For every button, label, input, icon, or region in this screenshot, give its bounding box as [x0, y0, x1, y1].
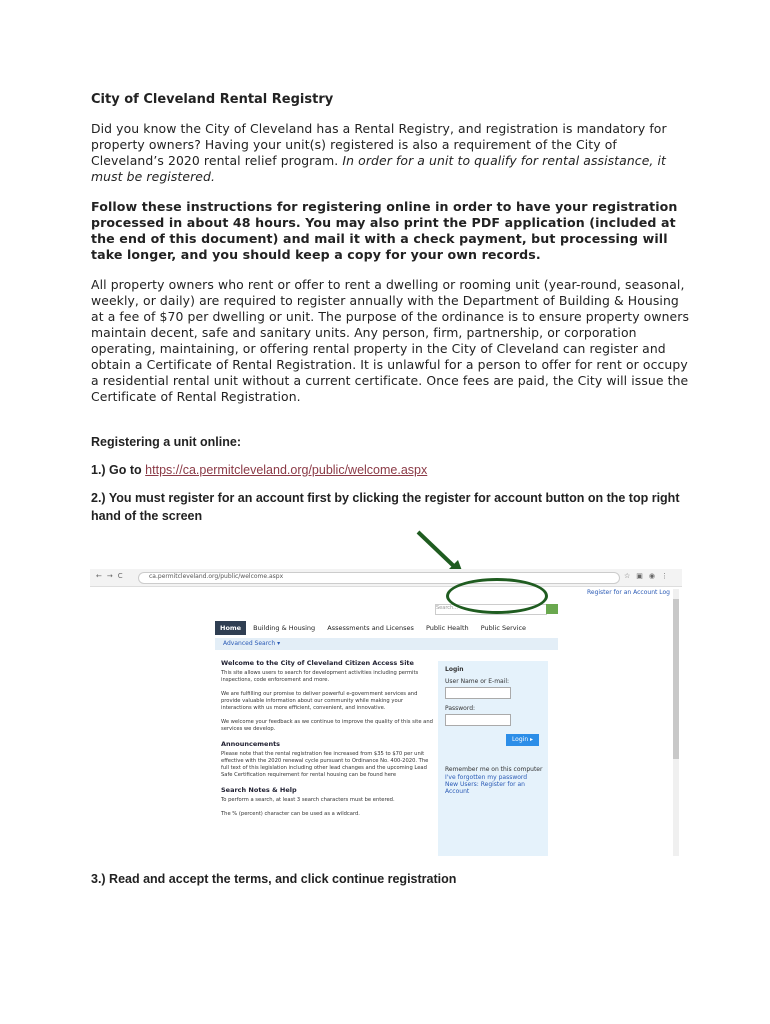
- url-text: ca.permitcleveland.org/public/welcome.aspx: [149, 573, 284, 580]
- browser-toolbar-icons: ☆▣◉⋮: [624, 572, 674, 580]
- nav-building-housing[interactable]: Building & Housing: [253, 624, 316, 632]
- search-notes-text: To perform a search, at least 3 search characters must be entered.: [221, 797, 395, 803]
- intro-text: Did you know the City of Cleveland has a Rental Registry, and registration is mandatory for property owners? Having your unit(s) registered is also a requirement of the City of Cleveland’s 2020 rental relief program.: [91, 121, 667, 168]
- username-input[interactable]: [445, 687, 511, 699]
- password-label: Password:: [445, 705, 476, 712]
- website-screenshot: [90, 569, 682, 856]
- browser-address-bar: [90, 569, 682, 587]
- forgot-password-link[interactable]: I've forgotten my password: [445, 774, 528, 781]
- highlight-circle: [446, 578, 548, 614]
- login-title: Login: [445, 666, 464, 673]
- scrollbar[interactable]: [673, 589, 679, 856]
- intro-italic: In order for a unit to qualify for rental assistance, it must be registered.: [91, 153, 666, 184]
- welcome-text-2: We are fulfilling our promise to deliver powerful e-government services and provide valuable information about our community while making your interactions with us more efficient, convenient, and innovative.: [221, 691, 418, 711]
- welcome-text-3: We welcome your feedback as we continue to improve the quality of this site and services we develop.: [221, 719, 433, 732]
- url-field[interactable]: [138, 572, 620, 584]
- search-notes-text-2: The % (percent) character can be used as a wildcard.: [221, 811, 360, 817]
- permit-site-link[interactable]: https://ca.permitcleveland.org/public/welcome.aspx: [145, 463, 428, 477]
- document-title: City of Cleveland Rental Registry: [91, 92, 334, 107]
- search-placeholder: Search...: [436, 605, 458, 611]
- intro-paragraph: [91, 121, 691, 185]
- ordinance-paragraph: All property owners who rent or offer to rent a dwelling or rooming unit (year-round, seasonal, weekly, or daily) are required to register annually with the Department of Building & Housing at a fee of $70 per dwelling or unit. The purpose of the ordinance is to ensure property owners maintain decent, safe and sanitary units. Any person, firm, partnership, or corporation operating, maintaining, or offering rental property in the City of Cleveland can register and obtain a Certificate of Rental Registration. It is unlawful for a person to offer for rent or occupy a residential rental unit without a current certificate. Once fees are paid, the City will issue the Certificate of Rental Registration.: [91, 277, 690, 404]
- login-button[interactable]: Login ▸: [506, 734, 539, 746]
- browser-nav-icons: ←→C: [96, 572, 128, 580]
- nav-public-health[interactable]: Public Health: [425, 624, 469, 632]
- password-input[interactable]: [445, 714, 511, 726]
- section-heading: Registering a unit online:: [91, 435, 242, 449]
- register-account-link[interactable]: Register for an Account Log: [586, 589, 670, 596]
- scrollbar-thumb[interactable]: [673, 599, 679, 759]
- search-notes-title: Search Notes & Help: [221, 786, 297, 794]
- search-button[interactable]: [546, 604, 558, 614]
- nav-home[interactable]: Home: [215, 621, 246, 635]
- announcements-title: Announcements: [221, 740, 281, 748]
- nav-public-service[interactable]: Public Service: [480, 624, 527, 632]
- new-user-register-link[interactable]: New Users: Register for an Account: [445, 781, 525, 795]
- login-panel: [438, 661, 548, 856]
- step-3: 3.) Read and accept the terms, and click continue registration: [91, 872, 457, 886]
- advanced-search-link[interactable]: Advanced Search ▾: [215, 638, 558, 650]
- announcements-text: Please note that the rental registration fee increased from $35 to $70 per unit effective with the 2020 renewal cycle pursuant to Ordinance No. 400-2020. The full text of this legislation including other lead changes and the upcoming Lead Safe Certification requirement for rental housing can be found here: [221, 751, 429, 778]
- welcome-content: [215, 655, 435, 825]
- welcome-text: This site allows users to search for development activities including permits inspections, code enforcement and more.: [221, 670, 419, 683]
- login-links: [445, 774, 548, 795]
- remember-checkbox[interactable]: Remember me on this computer: [445, 766, 543, 773]
- site-nav: [215, 621, 545, 637]
- instructions-paragraph: Follow these instructions for registering online in order to have your registration processed in about 48 hours. You may also print the PDF application (included at the end of this document) and mail it with a check payment, but processing will take longer, and you should keep a copy for your own records.: [91, 199, 678, 262]
- step-1-prefix: 1.) Go to: [91, 463, 146, 477]
- step-1: [91, 461, 691, 479]
- step-2: 2.) You must register for an account first by clicking the register for account button on the top right hand of the screen: [91, 491, 680, 523]
- username-label: User Name or E-mail:: [445, 678, 510, 685]
- welcome-title: Welcome to the City of Cleveland Citizen Access Site: [221, 659, 414, 667]
- nav-assessments[interactable]: Assessments and Licenses: [327, 624, 414, 632]
- document-body: [91, 92, 691, 535]
